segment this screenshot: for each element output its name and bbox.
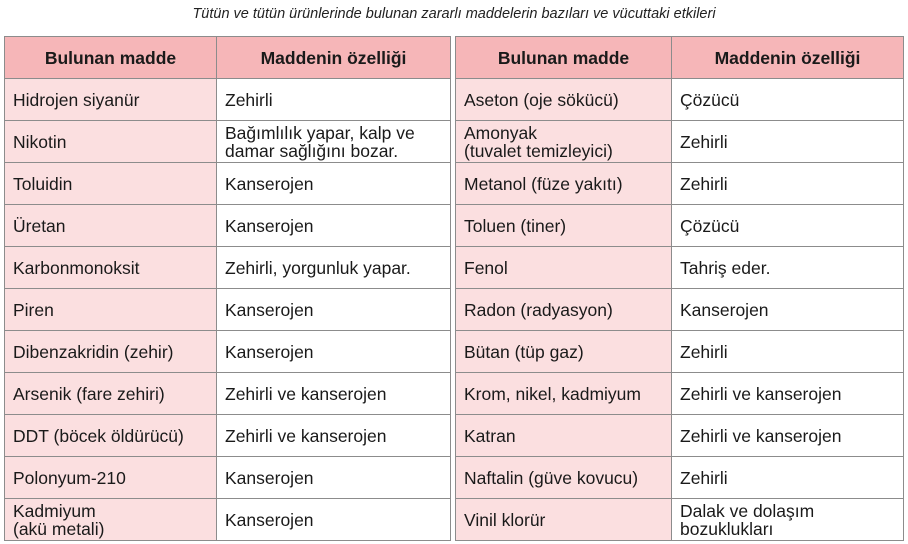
left-table xyxy=(4,36,451,541)
table-row xyxy=(5,163,451,205)
substance-cell: Aseton (oje sökücü) xyxy=(456,79,672,121)
table-row xyxy=(456,289,904,331)
table-row xyxy=(456,163,904,205)
header-property: Maddenin özelliği xyxy=(672,37,904,79)
header-property: Maddenin özelliği xyxy=(217,37,451,79)
table-row xyxy=(5,121,451,163)
table-row xyxy=(5,373,451,415)
substance-cell: Radon (radyasyon) xyxy=(456,289,672,331)
substance-cell: Toluen (tiner) xyxy=(456,205,672,247)
property-cell: Zehirli ve kanserojen xyxy=(217,415,451,457)
table-row xyxy=(456,373,904,415)
property-cell: Zehirli xyxy=(672,457,904,499)
property-cell: Çözücü xyxy=(672,79,904,121)
substance-cell: Vinil klorür xyxy=(456,499,672,541)
table-row xyxy=(5,247,451,289)
table-row xyxy=(456,415,904,457)
property-cell: Kanserojen xyxy=(672,289,904,331)
substance-cell: Bütan (tüp gaz) xyxy=(456,331,672,373)
substance-cell: Nikotin xyxy=(5,121,217,163)
property-cell: Zehirli ve kanserojen xyxy=(672,373,904,415)
substance-cell: Naftalin (güve kovucu) xyxy=(456,457,672,499)
substance-cell: Hidrojen siyanür xyxy=(5,79,217,121)
property-cell: Kanserojen xyxy=(217,163,451,205)
header-row xyxy=(5,37,451,79)
property-cell: Kanserojen xyxy=(217,331,451,373)
property-cell: Zehirli xyxy=(672,163,904,205)
property-cell: Tahriş eder. xyxy=(672,247,904,289)
header-row xyxy=(456,37,904,79)
table-row xyxy=(456,499,904,541)
property-cell: Zehirli ve kanserojen xyxy=(217,373,451,415)
property-cell: Zehirli xyxy=(217,79,451,121)
property-cell: Kanserojen xyxy=(217,289,451,331)
property-cell: Zehirli ve kanserojen xyxy=(672,415,904,457)
property-cell: Zehirli xyxy=(672,121,904,163)
substance-cell: Kadmiyum (akü metali) xyxy=(5,499,217,541)
tables-container xyxy=(4,36,904,541)
table-row xyxy=(456,205,904,247)
substance-cell: Arsenik (fare zehiri) xyxy=(5,373,217,415)
substance-cell: Polonyum-210 xyxy=(5,457,217,499)
header-substance: Bulunan madde xyxy=(456,37,672,79)
substance-cell: Piren xyxy=(5,289,217,331)
substance-cell: Metanol (füze yakıtı) xyxy=(456,163,672,205)
table-row xyxy=(5,331,451,373)
table-row xyxy=(5,289,451,331)
property-cell: Kanserojen xyxy=(217,499,451,541)
substance-cell: Fenol xyxy=(456,247,672,289)
table-row xyxy=(456,331,904,373)
table-row xyxy=(5,457,451,499)
substance-cell: Krom, nikel, kadmiyum xyxy=(456,373,672,415)
table-row xyxy=(456,79,904,121)
table-row xyxy=(456,247,904,289)
property-cell: Kanserojen xyxy=(217,457,451,499)
substance-cell: Amonyak (tuvalet temizleyici) xyxy=(456,121,672,163)
property-cell: Çözücü xyxy=(672,205,904,247)
property-cell: Dalak ve dolaşım bozuklukları xyxy=(672,499,904,541)
property-cell: Zehirli, yorgunluk yapar. xyxy=(217,247,451,289)
header-substance: Bulunan madde xyxy=(5,37,217,79)
substance-cell: Dibenzakridin (zehir) xyxy=(5,331,217,373)
property-cell: Zehirli xyxy=(672,331,904,373)
table-row xyxy=(5,499,451,541)
table-row xyxy=(5,205,451,247)
substance-cell: Toluidin xyxy=(5,163,217,205)
property-cell: Bağımlılık yapar, kalp ve damar sağlığını bozar. xyxy=(217,121,451,163)
table-row xyxy=(5,415,451,457)
table-row xyxy=(456,121,904,163)
substance-cell: Üretan xyxy=(5,205,217,247)
property-cell: Kanserojen xyxy=(217,205,451,247)
substance-cell: Karbonmonoksit xyxy=(5,247,217,289)
right-table xyxy=(455,36,904,541)
substance-cell: Katran xyxy=(456,415,672,457)
table-row xyxy=(456,457,904,499)
table-row xyxy=(5,79,451,121)
table-caption: Tütün ve tütün ürünlerinde bulunan zararlı maddelerin bazıları ve vücuttaki etkileri xyxy=(192,6,716,22)
substance-cell: DDT (böcek öldürücü) xyxy=(5,415,217,457)
